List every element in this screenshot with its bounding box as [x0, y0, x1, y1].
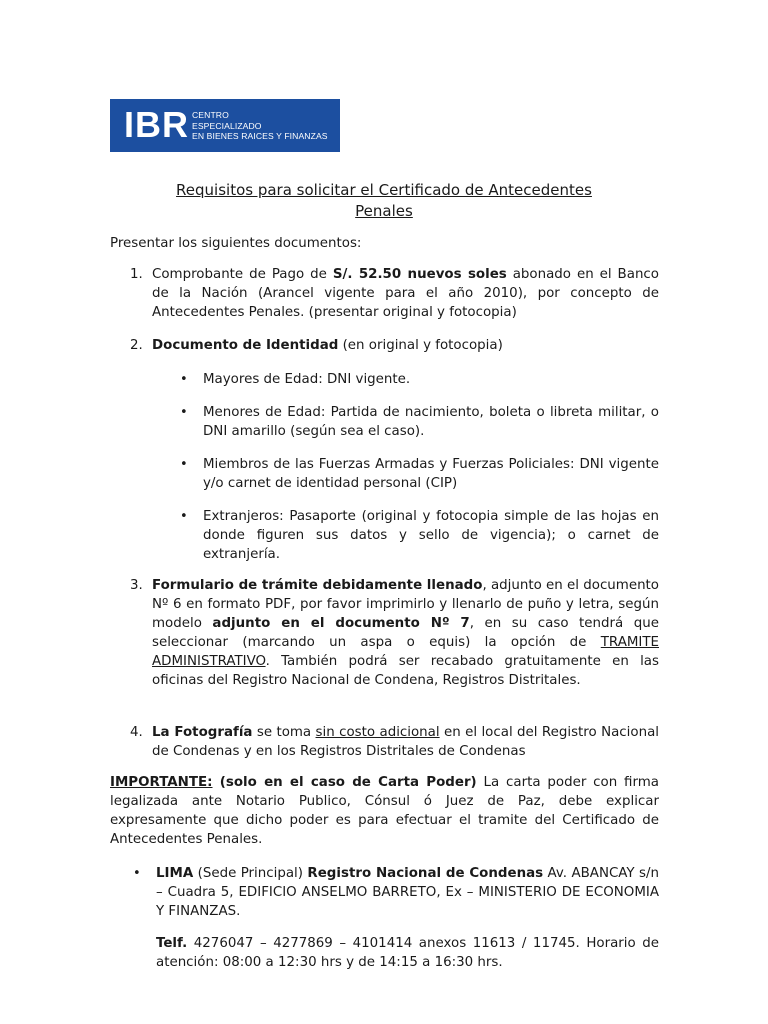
- item-1-text: Comprobante de Pago de S/. 52.50 nuevos soles abonado en el Banco de la Nación (Arancel vigente para el año 2010), por concepto de Antecedentes Penales. (presentar original y fotocopia): [152, 267, 659, 320]
- item-4-text: La Fotografía se toma sin costo adicional en el local del Registro Nacional de Condenas y en los Registros Distritales de Condenas: [152, 725, 659, 759]
- item-2-number: 2.: [130, 338, 143, 353]
- lima-address: LIMA (Sede Principal) Registro Nacional de Condenas Av. ABANCAY s/n – Cuadra 5, EDIFICIO ANSELMO BARRETO, Ex – MINISTERIO DE ECONOMIA Y FINANZAS.: [156, 866, 659, 919]
- item-2-text: Documento de Identidad (en original y fotocopia): [152, 338, 503, 353]
- bullet-icon: •: [180, 372, 188, 387]
- intro-text: Presentar los siguientes documentos:: [110, 236, 362, 251]
- item-4-number: 4.: [130, 725, 143, 740]
- bullet-icon: •: [180, 457, 188, 472]
- bullet-item: Miembros de las Fuerzas Armadas y Fuerzas Policiales: DNI vigente y/o carnet de identidad personal (CIP): [203, 457, 659, 491]
- item-3-number: 3.: [130, 578, 143, 593]
- ibr-logo: [110, 99, 340, 152]
- important-note: IMPORTANTE: (solo en el caso de Carta Poder) La carta poder con firma legalizada ante Notario Publico, Cónsul ó Juez de Paz, debe explicar expresamente que dicho poder es para efectuar el tramite del Certificado de Antecedentes Penales.: [110, 775, 659, 847]
- bullet-icon: •: [133, 866, 141, 881]
- bullet-icon: •: [180, 405, 188, 420]
- bullet-icon: •: [180, 509, 188, 524]
- bullet-item: Extranjeros: Pasaporte (original y fotocopia simple de las hojas en donde figuren sus datos y sello de vigencia); o carnet de extranjería.: [203, 509, 659, 562]
- page-title: Requisitos para solicitar el Certificado de Antecedentes Penales: [176, 181, 592, 220]
- item-1-number: 1.: [130, 267, 143, 282]
- logo-letters: IBR: [124, 104, 189, 145]
- item-3-text: Formulario de trámite debidamente llenado, adjunto en el documento Nº 6 en formato PDF, por favor imprimirlo y llenarlo de puño y letra, según modelo adjunto en el documento Nº 7, en su caso tendrá que seleccionar (marcando un aspa o equis) la opción de TRAMITE ADMINISTRATIVO. También podrá ser recabado gratuitamente en las oficinas del Registro Nacional de Condena, Registros Distritales.: [152, 578, 660, 688]
- bullet-item: Menores de Edad: Partida de nacimiento, boleta o libreta militar, o DNI amarillo (según sea el caso).: [203, 405, 659, 439]
- logo-subtitle: CENTRO ESPECIALIZADO EN BIENES RAICES Y FINANZAS: [192, 110, 328, 141]
- bullet-item: Mayores de Edad: DNI vigente.: [203, 372, 411, 387]
- lima-phone: Telf. 4276047 – 4277869 – 4101414 anexos 11613 / 11745. Horario de atención: 08:00 a 12:30 hrs y de 14:15 a 16:30 hrs.: [156, 936, 659, 970]
